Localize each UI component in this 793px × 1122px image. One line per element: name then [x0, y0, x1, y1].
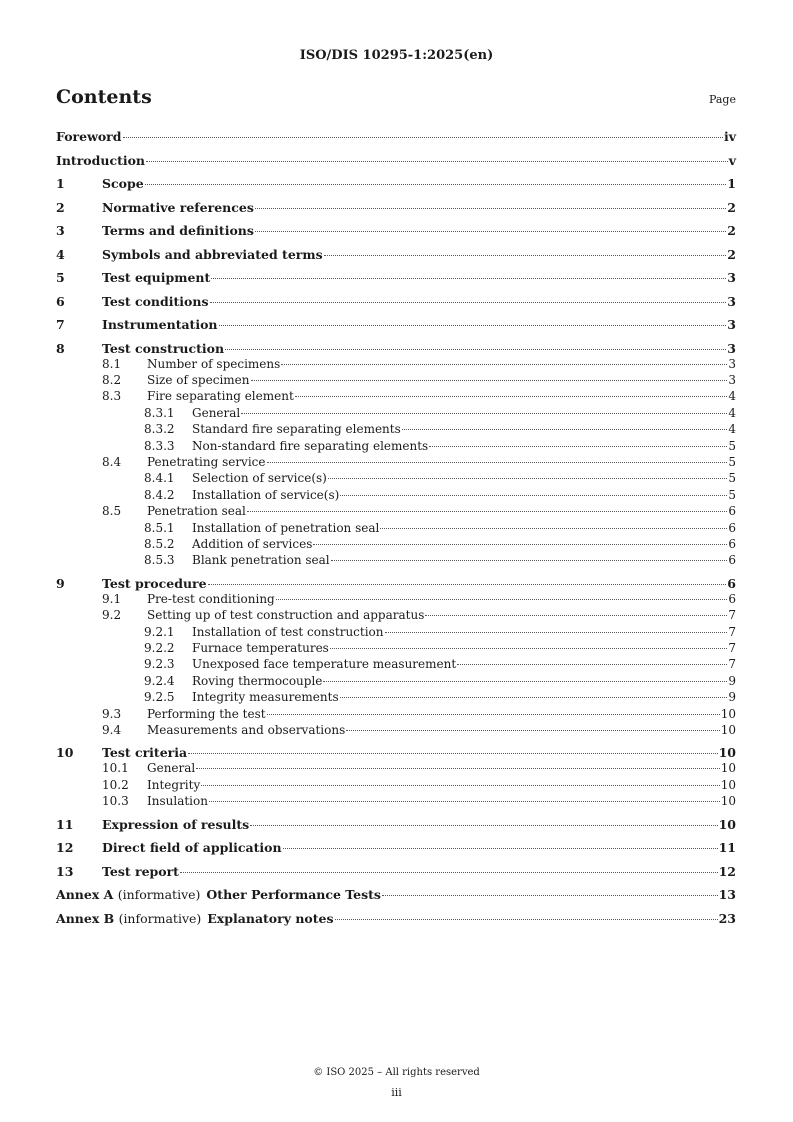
dot-leader	[219, 325, 727, 326]
toc-entry-subsubsection[interactable]	[56, 552, 736, 568]
toc-title: Terms and definitions	[102, 223, 254, 238]
annex-label	[56, 887, 200, 902]
toc-entry-foreword[interactable]	[56, 129, 736, 144]
annex-id: Annex A	[56, 887, 114, 903]
dot-leader	[324, 255, 727, 256]
toc-page: 10	[720, 706, 736, 721]
toc-number: 8.2	[102, 372, 122, 387]
dot-leader	[402, 429, 728, 430]
toc-title: Introduction	[56, 152, 146, 168]
toc-number: 10	[56, 745, 74, 761]
toc-number: 9.3	[102, 706, 122, 721]
toc-page: 23	[718, 910, 736, 926]
dot-leader	[331, 560, 728, 561]
toc-title: Selection of service(s)	[192, 471, 327, 486]
toc-page: 4	[728, 405, 736, 420]
toc-title: Integrity measurements	[192, 690, 339, 705]
toc-entry-subsection[interactable]	[56, 722, 736, 738]
dot-leader	[328, 478, 728, 479]
toc-number: 13	[56, 863, 74, 879]
dot-leader	[425, 615, 727, 616]
toc-page: 10	[720, 794, 736, 809]
toc-number: 8.4	[102, 454, 122, 469]
toc-page: 10	[720, 777, 736, 792]
toc-page: 4	[728, 422, 736, 437]
toc-page: 6	[727, 575, 736, 591]
toc-entry-subsection[interactable]	[56, 793, 736, 809]
toc-title: Installation of service(s)	[192, 487, 340, 502]
dot-leader	[250, 825, 717, 826]
toc-page: 6	[728, 536, 736, 551]
toc-entry-subsection[interactable]	[56, 388, 736, 404]
toc-entry-subsection[interactable]	[56, 454, 736, 470]
toc-page: 2	[727, 223, 736, 238]
toc-number: 6	[56, 293, 65, 309]
toc-title: Test report	[102, 863, 179, 879]
toc-title: Setting up of test construction and apparatus	[147, 608, 425, 623]
toc-entry-section[interactable]	[56, 176, 736, 191]
toc-entry-section[interactable]	[56, 341, 736, 356]
toc-entry-subsubsection[interactable]	[56, 405, 736, 421]
dot-leader	[211, 278, 726, 279]
toc-entry-subsubsection[interactable]	[56, 624, 736, 640]
dot-leader	[251, 380, 728, 381]
toc-title: Normative references	[102, 199, 254, 215]
toc-title: Pre-test conditioning	[147, 591, 275, 606]
dot-leader	[201, 785, 719, 786]
toc-entry-section[interactable]	[56, 745, 736, 760]
toc-title: Performing the test	[147, 706, 266, 721]
toc-page: 5	[728, 454, 736, 469]
toc-number: 10.1	[102, 761, 129, 776]
toc-page: 5	[728, 438, 736, 453]
contents-title: Contents	[56, 86, 152, 108]
dot-leader	[255, 208, 726, 209]
toc-number: 10.2	[102, 777, 129, 792]
dot-leader	[335, 919, 718, 920]
dot-leader	[225, 349, 726, 350]
page-number: iii	[391, 1086, 402, 1099]
toc-entry-subsection[interactable]	[56, 356, 736, 372]
dot-leader	[209, 801, 720, 802]
toc-entry-subsection[interactable]	[56, 372, 736, 388]
dot-leader	[247, 511, 728, 512]
dot-leader	[267, 714, 720, 715]
toc-page: 2	[727, 199, 736, 215]
toc-title: Installation of test construction	[192, 624, 384, 639]
dot-leader	[123, 137, 723, 138]
toc-page: 3	[727, 270, 736, 285]
toc-number: 9.2.4	[144, 673, 175, 688]
toc-title: Installation of penetration seal	[192, 520, 380, 535]
toc-number: 7	[56, 317, 65, 332]
toc-number: 5	[56, 270, 65, 285]
dot-leader	[283, 848, 718, 849]
toc-entry-section[interactable]	[56, 840, 736, 855]
toc-number: 9.4	[102, 723, 122, 738]
toc-entry-section[interactable]	[56, 247, 736, 262]
table-of-contents	[56, 129, 736, 934]
toc-entry-subsection[interactable]	[56, 777, 736, 793]
dot-leader	[281, 364, 727, 365]
toc-number: 2	[56, 199, 65, 215]
toc-entry-subsubsection[interactable]	[56, 673, 736, 689]
toc-number: 8.4.1	[144, 471, 175, 486]
dot-leader	[382, 895, 718, 896]
copyright-notice: © ISO 2025 – All rights reserved	[313, 1067, 480, 1078]
toc-title: Foreword	[56, 129, 122, 144]
toc-number: 9.2.3	[144, 657, 175, 672]
dot-leader	[146, 161, 728, 162]
dot-leader	[340, 697, 728, 698]
toc-page: 5	[728, 471, 736, 486]
toc-page: 4	[728, 389, 736, 404]
toc-page: 3	[727, 293, 736, 309]
toc-entry-section[interactable]	[56, 817, 736, 832]
toc-number: 9.2.5	[144, 690, 175, 705]
toc-number: 8.5.2	[144, 536, 175, 551]
toc-title: Test construction	[102, 340, 225, 356]
toc-entry-subsubsection[interactable]	[56, 421, 736, 437]
toc-title: Test equipment	[102, 270, 211, 285]
dot-leader	[188, 753, 718, 754]
toc-title: Insulation	[147, 794, 208, 809]
toc-entry-subsection[interactable]	[56, 503, 736, 519]
toc-number: 8.3.1	[144, 405, 175, 420]
toc-title: Instrumentation	[102, 317, 218, 332]
toc-page: 13	[718, 887, 736, 903]
dot-leader	[210, 302, 727, 303]
toc-entry-subsubsection[interactable]	[56, 536, 736, 552]
toc-number: 8.3.2	[144, 422, 175, 437]
toc-title: Measurements and observations	[147, 723, 346, 738]
toc-title: Furnace temperatures	[192, 641, 329, 655]
toc-number: 8.4.2	[144, 487, 175, 502]
toc-entry-section[interactable]	[56, 270, 736, 285]
toc-number: 4	[56, 246, 65, 262]
toc-number: 8	[56, 340, 65, 356]
toc-title: Penetration seal	[147, 504, 246, 519]
toc-page: 5	[728, 487, 736, 502]
dot-leader	[380, 528, 727, 529]
toc-title: Other Performance Tests	[206, 887, 381, 903]
toc-entry-subsubsection[interactable]	[56, 520, 736, 536]
toc-title: Symbols and abbreviated terms	[102, 246, 323, 262]
toc-number: 8.1	[102, 356, 122, 371]
toc-number: 9.2	[102, 608, 122, 623]
toc-number: 9	[56, 575, 65, 591]
toc-page: 7	[728, 641, 736, 655]
toc-page: 2	[727, 246, 736, 262]
toc-page: 10	[718, 816, 736, 832]
dot-leader	[267, 462, 728, 463]
toc-number: 8.5.1	[144, 520, 175, 535]
toc-title: Test procedure	[102, 575, 207, 591]
toc-page: 12	[718, 863, 736, 879]
toc-page: 7	[728, 657, 736, 672]
toc-number: 11	[56, 816, 74, 832]
toc-entry-annex-a[interactable]	[56, 887, 736, 902]
toc-entry-section[interactable]	[56, 576, 736, 591]
toc-entry-subsection[interactable]	[56, 591, 736, 607]
toc-title: Size of specimen	[147, 372, 250, 387]
toc-title: Standard fire separating elements	[192, 422, 401, 437]
toc-page: 6	[728, 520, 736, 535]
toc-entry-subsection[interactable]	[56, 760, 736, 776]
toc-title: Test conditions	[102, 293, 209, 309]
dot-leader	[429, 446, 727, 447]
toc-page: 6	[728, 553, 736, 568]
toc-title: Explanatory notes	[207, 910, 334, 926]
toc-title: Direct field of application	[102, 840, 282, 856]
toc-page: 11	[718, 840, 736, 856]
page-column-label: Page	[708, 93, 736, 106]
dot-leader	[313, 544, 727, 545]
toc-page: 7	[728, 624, 736, 639]
toc-title: Integrity	[147, 777, 201, 792]
dot-leader	[457, 664, 727, 665]
dot-leader	[241, 413, 727, 414]
toc-entry-subsection[interactable]	[56, 706, 736, 722]
dot-leader	[323, 681, 727, 682]
toc-page: v	[728, 152, 736, 168]
document-id-header: ISO/DIS 10295-1:2025(en)	[299, 48, 494, 63]
annex-type: (informative)	[118, 910, 202, 926]
toc-title: Non-standard fire separating elements	[192, 438, 429, 453]
toc-title: Scope	[102, 176, 144, 191]
toc-entry-section[interactable]	[56, 864, 736, 879]
toc-page: 6	[728, 504, 736, 519]
dot-leader	[255, 231, 726, 232]
toc-number: 8.3.3	[144, 438, 175, 453]
toc-title: Addition of services	[192, 536, 313, 551]
toc-page: 10	[718, 745, 736, 761]
toc-entry-subsubsection[interactable]	[56, 487, 736, 503]
dot-leader	[208, 584, 727, 585]
toc-title: Test criteria	[102, 745, 188, 761]
toc-number: 9.1	[102, 591, 122, 606]
toc-entry-introduction[interactable]	[56, 153, 736, 168]
toc-entry-section[interactable]	[56, 294, 736, 309]
toc-title: Roving thermocouple	[192, 673, 323, 688]
dot-leader	[145, 184, 727, 185]
toc-title: Fire separating element	[147, 389, 294, 404]
toc-page: iv	[723, 129, 736, 144]
toc-title: Number of specimens	[147, 356, 281, 371]
toc-number: 9.2.1	[144, 624, 175, 639]
toc-entry-subsubsection[interactable]	[56, 656, 736, 672]
toc-page: 6	[728, 591, 736, 606]
toc-page: 3	[728, 372, 736, 387]
toc-entry-subsection[interactable]	[56, 607, 736, 623]
dot-leader	[385, 632, 728, 633]
toc-title: Unexposed face temperature measurement	[192, 657, 457, 672]
toc-number: 3	[56, 223, 65, 238]
dot-leader	[180, 872, 718, 873]
annex-id: Annex B	[56, 910, 115, 926]
toc-entry-subsubsection[interactable]	[56, 689, 736, 705]
toc-page: 7	[728, 608, 736, 623]
toc-page: 9	[728, 690, 736, 705]
toc-page: 3	[728, 356, 736, 371]
toc-entry-subsubsection[interactable]	[56, 470, 736, 486]
toc-number: 8.5.3	[144, 553, 175, 568]
dot-leader	[330, 648, 728, 649]
toc-entry-annex-b[interactable]	[56, 911, 736, 926]
annex-label	[56, 911, 201, 926]
toc-title: General	[147, 761, 196, 776]
toc-number: 9.2.2	[144, 641, 175, 655]
toc-title: General	[192, 405, 241, 420]
annex-type: (informative)	[117, 887, 201, 903]
toc-title: Blank penetration seal	[192, 553, 330, 568]
toc-entry-section[interactable]	[56, 317, 736, 332]
toc-page: 3	[727, 317, 736, 332]
toc-number: 8.3	[102, 389, 122, 404]
dot-leader	[295, 396, 728, 397]
toc-page: 10	[720, 723, 736, 738]
toc-number: 12	[56, 840, 74, 856]
dot-leader	[196, 768, 719, 769]
toc-title: Penetrating service	[147, 454, 266, 469]
toc-entry-subsubsection[interactable]	[56, 438, 736, 454]
toc-entry-section[interactable]	[56, 223, 736, 238]
dot-leader	[346, 730, 719, 731]
toc-page: 9	[728, 673, 736, 688]
toc-number: 8.5	[102, 504, 122, 519]
toc-title: Expression of results	[102, 816, 250, 832]
toc-number: 10.3	[102, 794, 129, 809]
dot-leader	[276, 599, 728, 600]
toc-entry-section[interactable]	[56, 200, 736, 215]
toc-page: 10	[720, 761, 736, 776]
toc-page: 3	[727, 340, 736, 356]
toc-page: 1	[727, 176, 736, 191]
dot-leader	[340, 495, 727, 496]
toc-number: 1	[56, 176, 65, 191]
toc-entry-subsubsection[interactable]	[56, 640, 736, 656]
